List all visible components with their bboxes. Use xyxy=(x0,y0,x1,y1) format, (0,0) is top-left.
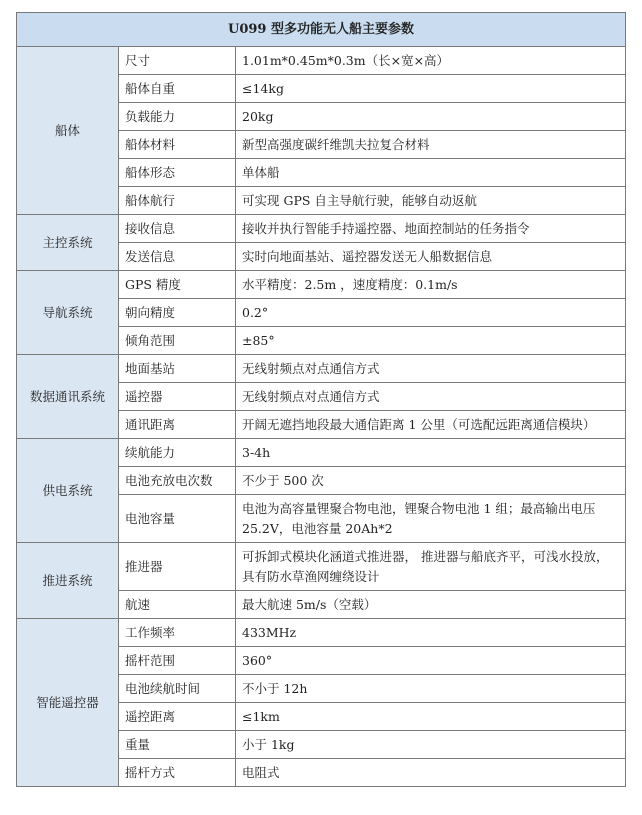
table-title: U099 型多功能无人船主要参数 xyxy=(17,13,626,47)
param-name: 发送信息 xyxy=(119,243,236,271)
spec-table xyxy=(16,12,626,787)
param-value: 无线射频点对点通信方式 xyxy=(236,383,626,411)
param-name: 船体材料 xyxy=(119,131,236,159)
param-name: 摇杆方式 xyxy=(119,759,236,787)
param-name: 船体形态 xyxy=(119,159,236,187)
group-label: 主控系统 xyxy=(17,215,119,271)
param-name: 遥控距离 xyxy=(119,703,236,731)
spec-table-container xyxy=(16,12,625,787)
param-name: 摇杆范围 xyxy=(119,647,236,675)
param-value: 最大航速 5m/s（空载） xyxy=(236,591,626,619)
table-row xyxy=(17,215,626,243)
param-name: 朝向精度 xyxy=(119,299,236,327)
param-value: 不小于 12h xyxy=(236,675,626,703)
param-name: 航速 xyxy=(119,591,236,619)
group-label: 船体 xyxy=(17,47,119,215)
param-name: 负载能力 xyxy=(119,103,236,131)
param-name: 重量 xyxy=(119,731,236,759)
param-name: 倾角范围 xyxy=(119,327,236,355)
param-name: 续航能力 xyxy=(119,439,236,467)
group-label: 推进系统 xyxy=(17,543,119,619)
param-name: 通讯距离 xyxy=(119,411,236,439)
param-value: 不少于 500 次 xyxy=(236,467,626,495)
param-value: ≤14kg xyxy=(236,75,626,103)
param-value: 3-4h xyxy=(236,439,626,467)
group-label: 智能遥控器 xyxy=(17,619,119,787)
param-value: 实时向地面基站、遥控器发送无人船数据信息 xyxy=(236,243,626,271)
group-label: 供电系统 xyxy=(17,439,119,543)
param-name: 工作频率 xyxy=(119,619,236,647)
param-value: 新型高强度碳纤维凯夫拉复合材料 xyxy=(236,131,626,159)
param-value: 电池为高容量锂聚合物电池，锂聚合物电池 1 组；最高输出电压 25.2V，电池容量 20Ah*2 xyxy=(236,495,626,543)
param-value: 无线射频点对点通信方式 xyxy=(236,355,626,383)
param-name: 地面基站 xyxy=(119,355,236,383)
param-value: 0.2° xyxy=(236,299,626,327)
param-value: 20kg xyxy=(236,103,626,131)
table-row xyxy=(17,543,626,591)
param-value: 小于 1kg xyxy=(236,731,626,759)
param-value: 接收并执行智能手持遥控器、地面控制站的任务指令 xyxy=(236,215,626,243)
param-name: GPS 精度 xyxy=(119,271,236,299)
param-value: 可实现 GPS 自主导航行驶，能够自动返航 xyxy=(236,187,626,215)
param-name: 接收信息 xyxy=(119,215,236,243)
param-name: 尺寸 xyxy=(119,47,236,75)
param-value: 电阻式 xyxy=(236,759,626,787)
param-name: 推进器 xyxy=(119,543,236,591)
param-name: 船体航行 xyxy=(119,187,236,215)
param-value: ≤1km xyxy=(236,703,626,731)
table-row xyxy=(17,355,626,383)
param-name: 船体自重 xyxy=(119,75,236,103)
param-name: 电池充放电次数 xyxy=(119,467,236,495)
group-label: 数据通讯系统 xyxy=(17,355,119,439)
param-value: 可拆卸式模块化涵道式推进器， 推进器与船底齐平，可浅水投放，具有防水草渔网缠绕设计 xyxy=(236,543,626,591)
param-name: 电池续航时间 xyxy=(119,675,236,703)
param-value: 433MHz xyxy=(236,619,626,647)
spec-table-body xyxy=(17,47,626,787)
group-label: 导航系统 xyxy=(17,271,119,355)
param-value: 单体船 xyxy=(236,159,626,187)
param-value: 1.01m*0.45m*0.3m（长×宽×高） xyxy=(236,47,626,75)
param-name: 电池容量 xyxy=(119,495,236,543)
param-value: ±85° xyxy=(236,327,626,355)
param-value: 360° xyxy=(236,647,626,675)
table-row xyxy=(17,47,626,75)
param-name: 遥控器 xyxy=(119,383,236,411)
table-row xyxy=(17,619,626,647)
table-row xyxy=(17,439,626,467)
param-value: 开阔无遮挡地段最大通信距离 1 公里（可选配远距离通信模块） xyxy=(236,411,626,439)
param-value: 水平精度：2.5m ，速度精度：0.1m/s xyxy=(236,271,626,299)
table-row xyxy=(17,271,626,299)
